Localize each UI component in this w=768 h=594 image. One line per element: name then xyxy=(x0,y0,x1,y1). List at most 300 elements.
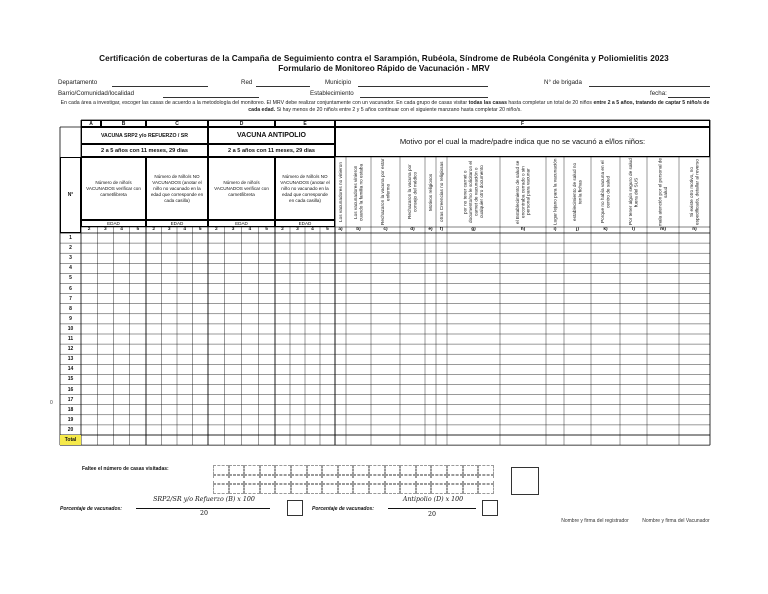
table-cell[interactable] xyxy=(130,405,146,415)
table-cell[interactable] xyxy=(275,415,290,425)
table-cell[interactable] xyxy=(225,405,242,415)
table-cell[interactable] xyxy=(546,425,564,435)
table-cell[interactable] xyxy=(208,374,225,384)
table-cell[interactable] xyxy=(97,243,113,253)
table-cell[interactable] xyxy=(130,385,146,395)
formula1-result-box[interactable] xyxy=(287,500,303,516)
casa-box[interactable] xyxy=(229,465,245,475)
table-cell[interactable] xyxy=(620,354,647,364)
table-cell[interactable] xyxy=(130,253,146,263)
table-cell[interactable] xyxy=(177,415,193,425)
table-cell[interactable] xyxy=(130,354,146,364)
table-cell[interactable] xyxy=(97,314,113,324)
table-cell[interactable] xyxy=(320,253,335,263)
table-cell[interactable] xyxy=(114,304,130,314)
table-cell[interactable] xyxy=(258,395,275,405)
table-cell[interactable] xyxy=(208,314,225,324)
table-cell[interactable] xyxy=(97,374,113,384)
table-cell[interactable] xyxy=(114,314,130,324)
table-cell[interactable] xyxy=(335,273,346,283)
table-cell[interactable] xyxy=(146,354,162,364)
table-cell[interactable] xyxy=(371,273,400,283)
table-cell[interactable] xyxy=(647,405,679,415)
table-cell[interactable] xyxy=(258,344,275,354)
table-cell[interactable] xyxy=(320,314,335,324)
table-cell[interactable] xyxy=(81,405,97,415)
table-cell[interactable] xyxy=(290,425,305,435)
table-cell[interactable] xyxy=(177,324,193,334)
table-cell[interactable] xyxy=(647,354,679,364)
table-cell[interactable] xyxy=(146,233,162,243)
table-cell[interactable] xyxy=(81,334,97,344)
table-cell[interactable] xyxy=(425,243,436,253)
table-cell[interactable] xyxy=(500,233,546,243)
table-cell[interactable] xyxy=(320,385,335,395)
table-cell[interactable] xyxy=(546,263,564,273)
table-cell[interactable] xyxy=(546,415,564,425)
table-cell[interactable] xyxy=(130,233,146,243)
table-cell[interactable] xyxy=(258,314,275,324)
casa-box[interactable] xyxy=(431,484,447,494)
table-cell[interactable] xyxy=(225,253,242,263)
table-cell[interactable] xyxy=(425,364,436,374)
table-cell[interactable] xyxy=(146,304,162,314)
table-cell[interactable] xyxy=(436,395,447,405)
table-cell[interactable] xyxy=(400,294,425,304)
table-cell[interactable] xyxy=(162,334,178,344)
table-cell[interactable] xyxy=(371,304,400,314)
total-cell[interactable] xyxy=(591,435,620,445)
table-cell[interactable] xyxy=(500,263,546,273)
table-cell[interactable] xyxy=(114,243,130,253)
table-cell[interactable] xyxy=(305,344,320,354)
table-cell[interactable] xyxy=(275,364,290,374)
total-cell[interactable] xyxy=(447,435,500,445)
casa-box[interactable] xyxy=(400,475,416,485)
table-cell[interactable] xyxy=(679,334,710,344)
table-cell[interactable] xyxy=(290,294,305,304)
table-cell[interactable] xyxy=(647,324,679,334)
table-cell[interactable] xyxy=(620,405,647,415)
table-cell[interactable] xyxy=(346,405,371,415)
table-cell[interactable] xyxy=(647,334,679,344)
table-cell[interactable] xyxy=(564,324,591,334)
table-cell[interactable] xyxy=(371,425,400,435)
casa-box[interactable] xyxy=(338,484,354,494)
table-cell[interactable] xyxy=(81,385,97,395)
table-cell[interactable] xyxy=(275,314,290,324)
table-cell[interactable] xyxy=(425,344,436,354)
table-cell[interactable] xyxy=(162,385,178,395)
table-cell[interactable] xyxy=(242,284,259,294)
table-cell[interactable] xyxy=(162,233,178,243)
table-cell[interactable] xyxy=(193,385,209,395)
casa-box[interactable] xyxy=(385,475,401,485)
table-cell[interactable] xyxy=(591,334,620,344)
table-cell[interactable] xyxy=(305,425,320,435)
table-cell[interactable] xyxy=(320,374,335,384)
table-cell[interactable] xyxy=(620,273,647,283)
table-cell[interactable] xyxy=(162,425,178,435)
table-cell[interactable] xyxy=(177,314,193,324)
table-cell[interactable] xyxy=(320,425,335,435)
table-cell[interactable] xyxy=(500,354,546,364)
table-cell[interactable] xyxy=(620,233,647,243)
table-cell[interactable] xyxy=(679,415,710,425)
table-cell[interactable] xyxy=(81,263,97,273)
table-cell[interactable] xyxy=(400,243,425,253)
table-cell[interactable] xyxy=(225,324,242,334)
table-cell[interactable] xyxy=(335,425,346,435)
table-cell[interactable] xyxy=(447,374,500,384)
table-cell[interactable] xyxy=(400,374,425,384)
table-cell[interactable] xyxy=(546,395,564,405)
table-cell[interactable] xyxy=(335,374,346,384)
table-cell[interactable] xyxy=(97,385,113,395)
table-cell[interactable] xyxy=(647,243,679,253)
table-cell[interactable] xyxy=(275,344,290,354)
casa-box[interactable] xyxy=(431,465,447,475)
table-cell[interactable] xyxy=(620,253,647,263)
table-cell[interactable] xyxy=(275,405,290,415)
table-cell[interactable] xyxy=(335,324,346,334)
table-cell[interactable] xyxy=(371,334,400,344)
table-cell[interactable] xyxy=(436,273,447,283)
table-cell[interactable] xyxy=(97,405,113,415)
casa-box[interactable] xyxy=(369,484,385,494)
table-cell[interactable] xyxy=(346,284,371,294)
table-cell[interactable] xyxy=(81,273,97,283)
table-cell[interactable] xyxy=(447,415,500,425)
table-cell[interactable] xyxy=(275,354,290,364)
table-cell[interactable] xyxy=(546,273,564,283)
table-cell[interactable] xyxy=(591,374,620,384)
table-cell[interactable] xyxy=(500,374,546,384)
table-cell[interactable] xyxy=(290,334,305,344)
table-cell[interactable] xyxy=(436,354,447,364)
table-cell[interactable] xyxy=(346,395,371,405)
table-cell[interactable] xyxy=(371,415,400,425)
table-cell[interactable] xyxy=(335,253,346,263)
table-cell[interactable] xyxy=(591,415,620,425)
table-cell[interactable] xyxy=(130,294,146,304)
table-cell[interactable] xyxy=(647,304,679,314)
table-cell[interactable] xyxy=(177,344,193,354)
table-cell[interactable] xyxy=(81,395,97,405)
table-cell[interactable] xyxy=(146,314,162,324)
table-cell[interactable] xyxy=(400,415,425,425)
table-cell[interactable] xyxy=(425,304,436,314)
table-cell[interactable] xyxy=(97,324,113,334)
table-cell[interactable] xyxy=(242,395,259,405)
table-cell[interactable] xyxy=(97,334,113,344)
table-cell[interactable] xyxy=(500,415,546,425)
table-cell[interactable] xyxy=(400,425,425,435)
table-cell[interactable] xyxy=(258,425,275,435)
table-cell[interactable] xyxy=(371,354,400,364)
table-cell[interactable] xyxy=(320,294,335,304)
total-cell[interactable] xyxy=(97,435,113,445)
table-cell[interactable] xyxy=(275,284,290,294)
total-cell[interactable] xyxy=(320,435,335,445)
table-cell[interactable] xyxy=(564,304,591,314)
table-cell[interactable] xyxy=(591,385,620,395)
table-cell[interactable] xyxy=(275,294,290,304)
table-cell[interactable] xyxy=(679,405,710,415)
table-cell[interactable] xyxy=(208,425,225,435)
table-cell[interactable] xyxy=(305,304,320,314)
table-cell[interactable] xyxy=(81,314,97,324)
total-cell[interactable] xyxy=(305,435,320,445)
table-cell[interactable] xyxy=(679,273,710,283)
table-cell[interactable] xyxy=(436,324,447,334)
table-cell[interactable] xyxy=(305,334,320,344)
table-cell[interactable] xyxy=(371,263,400,273)
formula2-result-box[interactable] xyxy=(482,500,498,516)
table-cell[interactable] xyxy=(425,334,436,344)
table-cell[interactable] xyxy=(193,354,209,364)
table-cell[interactable] xyxy=(679,233,710,243)
table-cell[interactable] xyxy=(225,284,242,294)
table-cell[interactable] xyxy=(500,284,546,294)
table-cell[interactable] xyxy=(208,263,225,273)
table-cell[interactable] xyxy=(130,415,146,425)
table-cell[interactable] xyxy=(371,253,400,263)
casa-box[interactable] xyxy=(322,465,338,475)
table-cell[interactable] xyxy=(275,324,290,334)
table-cell[interactable] xyxy=(162,344,178,354)
table-cell[interactable] xyxy=(114,425,130,435)
table-cell[interactable] xyxy=(258,415,275,425)
table-cell[interactable] xyxy=(346,415,371,425)
table-cell[interactable] xyxy=(130,334,146,344)
table-cell[interactable] xyxy=(620,314,647,324)
table-cell[interactable] xyxy=(335,243,346,253)
table-cell[interactable] xyxy=(546,304,564,314)
table-cell[interactable] xyxy=(130,344,146,354)
table-cell[interactable] xyxy=(242,374,259,384)
table-cell[interactable] xyxy=(436,304,447,314)
table-cell[interactable] xyxy=(425,385,436,395)
table-cell[interactable] xyxy=(591,364,620,374)
table-cell[interactable] xyxy=(620,395,647,405)
table-cell[interactable] xyxy=(114,284,130,294)
table-cell[interactable] xyxy=(436,243,447,253)
table-cell[interactable] xyxy=(436,233,447,243)
table-cell[interactable] xyxy=(225,314,242,324)
table-cell[interactable] xyxy=(305,253,320,263)
table-cell[interactable] xyxy=(193,314,209,324)
total-cell[interactable] xyxy=(647,435,679,445)
table-cell[interactable] xyxy=(679,253,710,263)
table-cell[interactable] xyxy=(97,263,113,273)
table-cell[interactable] xyxy=(620,334,647,344)
table-cell[interactable] xyxy=(130,304,146,314)
table-cell[interactable] xyxy=(564,294,591,304)
table-cell[interactable] xyxy=(546,253,564,263)
table-cell[interactable] xyxy=(371,314,400,324)
table-cell[interactable] xyxy=(335,284,346,294)
table-cell[interactable] xyxy=(130,425,146,435)
table-cell[interactable] xyxy=(193,405,209,415)
table-cell[interactable] xyxy=(425,263,436,273)
table-cell[interactable] xyxy=(400,314,425,324)
table-cell[interactable] xyxy=(114,374,130,384)
table-cell[interactable] xyxy=(258,284,275,294)
table-cell[interactable] xyxy=(225,334,242,344)
table-cell[interactable] xyxy=(290,354,305,364)
casa-box[interactable] xyxy=(447,465,463,475)
table-cell[interactable] xyxy=(679,425,710,435)
table-cell[interactable] xyxy=(258,385,275,395)
casa-box[interactable] xyxy=(353,484,369,494)
table-cell[interactable] xyxy=(146,324,162,334)
table-cell[interactable] xyxy=(193,364,209,374)
table-cell[interactable] xyxy=(620,385,647,395)
table-cell[interactable] xyxy=(647,273,679,283)
table-cell[interactable] xyxy=(225,233,242,243)
table-cell[interactable] xyxy=(97,415,113,425)
table-cell[interactable] xyxy=(425,415,436,425)
table-cell[interactable] xyxy=(177,294,193,304)
table-cell[interactable] xyxy=(177,395,193,405)
total-cell[interactable] xyxy=(130,435,146,445)
casa-box[interactable] xyxy=(275,465,291,475)
table-cell[interactable] xyxy=(320,243,335,253)
table-cell[interactable] xyxy=(162,294,178,304)
casa-box[interactable] xyxy=(478,475,494,485)
casa-box[interactable] xyxy=(369,465,385,475)
table-cell[interactable] xyxy=(500,304,546,314)
table-cell[interactable] xyxy=(436,294,447,304)
table-cell[interactable] xyxy=(193,253,209,263)
casa-box[interactable] xyxy=(275,484,291,494)
table-cell[interactable] xyxy=(97,304,113,314)
casa-box[interactable] xyxy=(478,484,494,494)
table-cell[interactable] xyxy=(679,374,710,384)
table-cell[interactable] xyxy=(208,334,225,344)
table-cell[interactable] xyxy=(447,263,500,273)
table-cell[interactable] xyxy=(208,354,225,364)
table-cell[interactable] xyxy=(146,385,162,395)
table-cell[interactable] xyxy=(564,273,591,283)
table-cell[interactable] xyxy=(436,263,447,273)
table-cell[interactable] xyxy=(425,233,436,243)
table-cell[interactable] xyxy=(114,415,130,425)
table-cell[interactable] xyxy=(258,273,275,283)
table-cell[interactable] xyxy=(193,263,209,273)
table-cell[interactable] xyxy=(546,374,564,384)
table-cell[interactable] xyxy=(425,324,436,334)
table-cell[interactable] xyxy=(146,405,162,415)
table-cell[interactable] xyxy=(225,415,242,425)
total-cell[interactable] xyxy=(546,435,564,445)
table-cell[interactable] xyxy=(564,344,591,354)
table-cell[interactable] xyxy=(130,263,146,273)
table-cell[interactable] xyxy=(564,253,591,263)
table-cell[interactable] xyxy=(591,284,620,294)
table-cell[interactable] xyxy=(146,344,162,354)
table-cell[interactable] xyxy=(258,304,275,314)
table-cell[interactable] xyxy=(290,385,305,395)
table-cell[interactable] xyxy=(208,243,225,253)
casa-box[interactable] xyxy=(291,475,307,485)
table-cell[interactable] xyxy=(425,273,436,283)
table-cell[interactable] xyxy=(162,354,178,364)
casas-total-box[interactable] xyxy=(511,467,539,495)
table-cell[interactable] xyxy=(242,314,259,324)
table-cell[interactable] xyxy=(447,425,500,435)
table-cell[interactable] xyxy=(320,233,335,243)
table-cell[interactable] xyxy=(346,364,371,374)
table-cell[interactable] xyxy=(564,263,591,273)
total-cell[interactable] xyxy=(177,435,193,445)
table-cell[interactable] xyxy=(305,314,320,324)
table-cell[interactable] xyxy=(500,334,546,344)
table-cell[interactable] xyxy=(564,364,591,374)
table-cell[interactable] xyxy=(208,395,225,405)
table-cell[interactable] xyxy=(591,304,620,314)
table-cell[interactable] xyxy=(400,364,425,374)
table-cell[interactable] xyxy=(400,395,425,405)
table-cell[interactable] xyxy=(258,233,275,243)
table-cell[interactable] xyxy=(335,304,346,314)
table-cell[interactable] xyxy=(436,405,447,415)
table-cell[interactable] xyxy=(546,334,564,344)
table-cell[interactable] xyxy=(320,284,335,294)
casa-box[interactable] xyxy=(416,465,432,475)
table-cell[interactable] xyxy=(146,395,162,405)
total-cell[interactable] xyxy=(335,435,346,445)
table-cell[interactable] xyxy=(146,374,162,384)
table-cell[interactable] xyxy=(371,233,400,243)
table-cell[interactable] xyxy=(371,243,400,253)
table-cell[interactable] xyxy=(97,253,113,263)
table-cell[interactable] xyxy=(258,294,275,304)
table-cell[interactable] xyxy=(97,344,113,354)
table-cell[interactable] xyxy=(275,425,290,435)
table-cell[interactable] xyxy=(177,405,193,415)
table-cell[interactable] xyxy=(208,253,225,263)
casa-box[interactable] xyxy=(463,465,479,475)
table-cell[interactable] xyxy=(225,243,242,253)
table-cell[interactable] xyxy=(162,415,178,425)
table-cell[interactable] xyxy=(81,344,97,354)
table-cell[interactable] xyxy=(177,243,193,253)
table-cell[interactable] xyxy=(679,243,710,253)
table-cell[interactable] xyxy=(500,294,546,304)
table-cell[interactable] xyxy=(371,395,400,405)
table-cell[interactable] xyxy=(225,263,242,273)
table-cell[interactable] xyxy=(500,425,546,435)
table-cell[interactable] xyxy=(114,364,130,374)
table-cell[interactable] xyxy=(114,354,130,364)
table-cell[interactable] xyxy=(436,314,447,324)
table-cell[interactable] xyxy=(242,425,259,435)
total-cell[interactable] xyxy=(371,435,400,445)
table-cell[interactable] xyxy=(305,294,320,304)
table-cell[interactable] xyxy=(130,395,146,405)
table-cell[interactable] xyxy=(177,304,193,314)
table-cell[interactable] xyxy=(647,253,679,263)
table-cell[interactable] xyxy=(647,314,679,324)
table-cell[interactable] xyxy=(275,263,290,273)
table-cell[interactable] xyxy=(208,324,225,334)
table-cell[interactable] xyxy=(620,263,647,273)
table-cell[interactable] xyxy=(679,385,710,395)
table-cell[interactable] xyxy=(290,344,305,354)
table-cell[interactable] xyxy=(242,294,259,304)
